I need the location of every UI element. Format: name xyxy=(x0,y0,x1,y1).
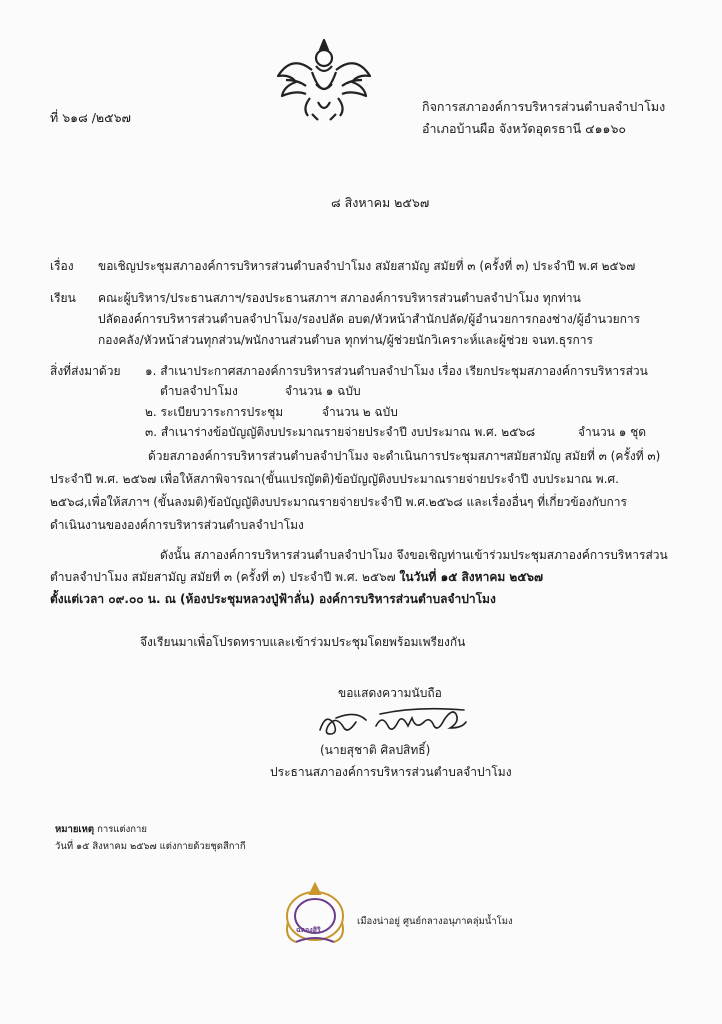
body-paragraph-line: ประจำปี พ.ศ. ๒๕๖๗ เพื่อให้สภาพิจารณา(ขั้นแปรญัตติ)ข้อบัญญัติงบประมาณรายจ่ายประจำปี งบประมาณ พ.ศ. xyxy=(50,472,619,486)
enclosure-item-2: ๒. ระเบียบวาระการประชุม xyxy=(145,405,284,419)
anniversary-logo-text: ฉลองสิริ xyxy=(296,926,321,934)
body-paragraph-line: ดำเนินงานขององค์การบริหารส่วนตำบลจำปาโมง xyxy=(50,518,304,532)
invitation-line: ดังนั้น สภาองค์การบริหารส่วนตำบลจำปาโมง จึงขอเชิญท่านเข้าร่วมประชุมสภาองค์การบริหารส่วน xyxy=(160,548,668,562)
signer-title: ประธานสภาองค์การบริหารส่วนตำบลจำปาโมง xyxy=(270,765,512,779)
recipient-line: กองคลัง/หัวหน้าส่วนทุกส่วน/พนักงานส่วนตำบล ทุกท่าน/ผู้ช่วยนักวิเคราะห์และผู้ช่วย จนท.ธุรการ xyxy=(98,333,593,347)
note-label-text: การแต่งกาย xyxy=(97,824,147,835)
anniversary-logo xyxy=(282,882,348,946)
letter-date: ๘ สิงหาคม ๒๕๖๗ xyxy=(331,195,430,210)
recipient-line: คณะผู้บริหาร/ประธานสภาฯ/รองประธานสภาฯ สภาองค์การบริหารส่วนตำบลจำปาโมง ทุกท่าน xyxy=(98,291,581,305)
meeting-time-location: ตั้งแต่เวลา ๐๙.๐๐ น. ณ (ห้องประชุมหลวงปู่ฟ้าลั่น) องค์การบริหารส่วนตำบลจำปาโมง xyxy=(50,592,496,606)
body-paragraph-line: ด้วยสภาองค์การบริหารส่วนตำบลจำปาโมง จะดำเนินการประชุมสภาฯสมัยสามัญ สมัยที่ ๓ (ครั้งที่ ๓) xyxy=(148,449,661,463)
subject-label: เรื่อง xyxy=(50,259,74,273)
note-line xyxy=(55,823,147,836)
subject-text: ขอเชิญประชุมสภาองค์การบริหารส่วนตำบลจำปาโมง สมัยสามัญ สมัยที่ ๓ (ครั้งที่ ๓) ประจำปี พ.ศ ๒๕๖๗ xyxy=(98,259,636,273)
enclosure-item-1-org: ตำบลจำปาโมง xyxy=(160,384,238,398)
enclosure-item-1-qty: จำนวน ๑ ฉบับ xyxy=(285,384,361,398)
anniversary-logo-icon xyxy=(282,882,348,946)
note-label: หมายเหตุ xyxy=(55,824,95,835)
meeting-date: ในวันที่ ๑๕ สิงหาคม ๒๕๖๗ xyxy=(399,570,544,584)
invitation-line xyxy=(50,568,543,586)
footer-slogan: เมืองน่าอยู่ ศูนย์กลางอนุภาคลุ่มน้ำโมง xyxy=(357,916,513,927)
recipient-line: ปลัดองค์การบริหารส่วนตำบลจำปาโมง/รองปลัด อบต/หัวหน้าสำนักปลัด/ผู้อำนวยการกองช่าง/ผู้อำนวยการ xyxy=(98,312,641,326)
enclosure-item-2-qty: จำนวน ๒ ฉบับ xyxy=(322,405,398,419)
garuda-emblem-icon xyxy=(272,36,376,122)
enclosures-label: สิ่งที่ส่งมาด้วย xyxy=(50,364,121,378)
enclosure-item-3: ๓. สำเนาร่างข้อบัญญัติงบประมาณรายจ่ายประจำปี งบประมาณ พ.ศ. ๒๕๖๘ xyxy=(145,425,536,439)
enclosure-item-3-qty: จำนวน ๑ ชุด xyxy=(578,425,647,439)
regards-text: ขอแสดงความนับถือ xyxy=(338,686,442,700)
organization-address: อำเภอบ้านผือ จังหวัดอุดรธานี ๔๑๑๖๐ xyxy=(422,121,627,136)
invitation-details: ตำบลจำปาโมง สมัยสามัญ สมัยที่ ๓ (ครั้งที่ ๓) ประจำปี พ.ศ. ๒๕๖๗ xyxy=(50,570,400,584)
document-number: ที่ ๖๑๘ /๒๕๖๗ xyxy=(50,110,131,125)
body-paragraph-line: ๒๕๖๘,เพื่อให้สภาฯ (ขั้นลงมติ)ข้อบัญญัติงบประมาณรายจ่ายประจำปี พ.ศ.๒๕๖๘ และเรื่องอื่นๆ ที่เกี่ยวข้องกับการ xyxy=(50,495,627,509)
enclosure-item-1: ๑. สำเนาประกาศสภาองค์การบริหารส่วนตำบลจำปาโมง เรื่อง เรียกประชุมสภาองค์การบริหารส่วน xyxy=(145,364,648,378)
handwritten-signature-icon xyxy=(316,704,476,742)
organization-name: กิจการสภาองค์การบริหารส่วนตำบลจำปาโมง xyxy=(422,99,666,114)
signer-name: (นายสุชาติ ศิลปสิทธิ์) xyxy=(320,743,431,757)
closing-request: จึงเรียนมาเพื่อโปรดทราบและเข้าร่วมประชุมโดยพร้อมเพรียงกัน xyxy=(140,635,466,649)
recipient-label: เรียน xyxy=(50,291,76,305)
note-dress-code: วันที่ ๑๕ สิงหาคม ๒๕๖๗ แต่งกายด้วยชุดสีกากี xyxy=(55,841,246,852)
